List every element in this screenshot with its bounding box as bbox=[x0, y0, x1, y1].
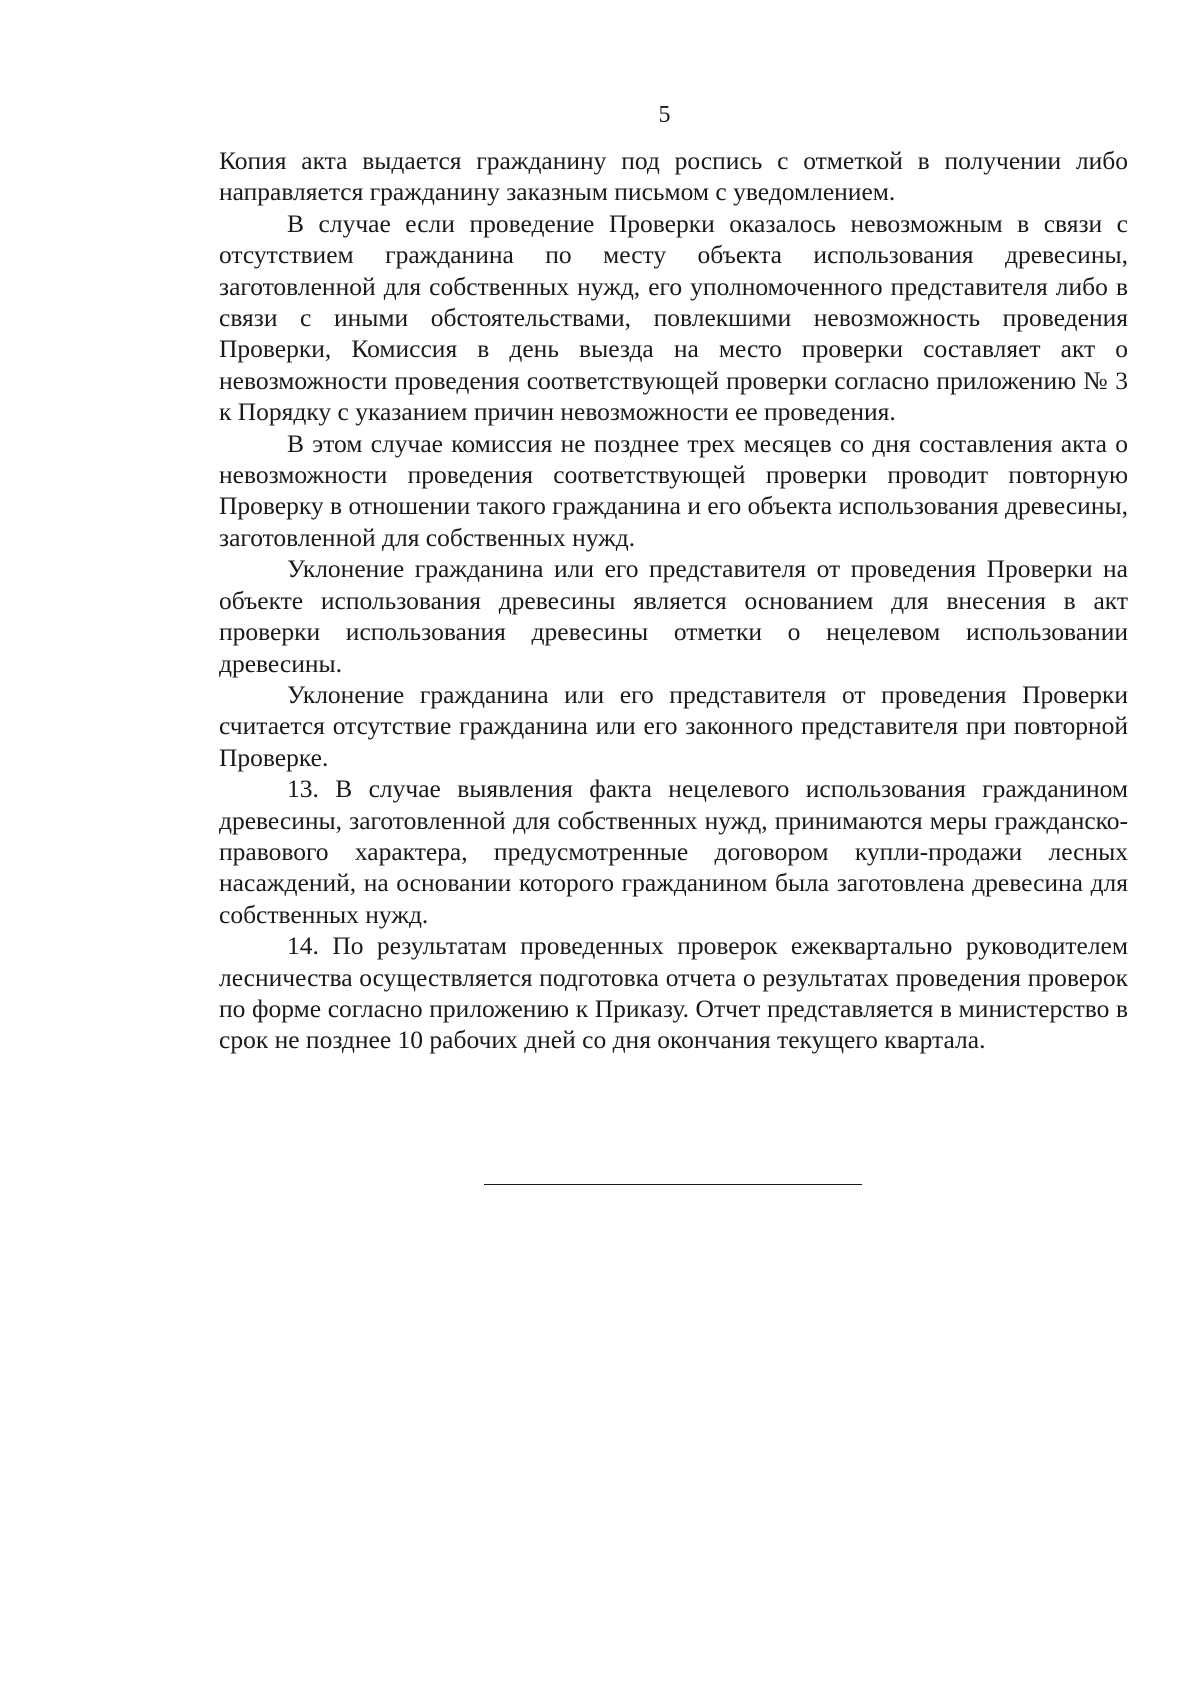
page-number: 5 bbox=[658, 102, 671, 128]
paragraph-inspection-impossible: В случае если проведение Проверки оказалось невозможным в связи с отсутствием гражданина по месту объекта использования древесины, заготовленной для собственных нужд, его уполномоченного представителя либо в связи с иными обстоятельствами, повлекшими невозможность проведения Проверки, Комиссия в день выезда на место проверки составляет акт о невозможности проведения соответствующей проверки согласно приложению № 3 к Порядку с указанием причин невозможности ее проведения. bbox=[219, 208, 1128, 427]
paragraph-repeat-inspection: В этом случае комиссия не позднее трех месяцев со дня составления акта о невозможности проведения соответствующей проверки проводит повторную Проверку в отношении такого гражданина и его объекта использования древесины, заготовленной для собственных нужд. bbox=[219, 428, 1128, 552]
paragraph-act-copy: Копия акта выдается гражданину под роспись с отметкой в получении либо направляется гражданину заказным письмом с уведомлением. bbox=[219, 146, 1128, 207]
paragraph-item-14: 14. По результатам проведенных проверок ежеквартально руководителем лесничества осуществляется подготовка отчета о результатах проведения проверок по форме согласно приложению к Приказу. Отчет представляется в министерство в срок не позднее 10 рабочих дней со дня окончания текущего квартала. bbox=[219, 931, 1128, 1055]
paragraph-item-13: 13. В случае выявления факта нецелевого использования гражданином древесины, заготовленной для собственных нужд, принимаются меры гражданско-правового характера, предусмотренные договором купли-продажи лесных насаждений, на основании которого гражданином была заготовлена древесина для собственных нужд. bbox=[219, 774, 1128, 929]
document-body bbox=[219, 145, 1128, 1056]
paragraph-evasion-definition: Уклонение гражданина или его представителя от проведения Проверки считается отсутствие гражданина или его законного представителя при повторной Проверке. bbox=[219, 679, 1128, 772]
closing-divider-line bbox=[484, 1184, 862, 1185]
paragraph-evasion-grounds: Уклонение гражданина или его представителя от проведения Проверки на объекте использования древесины является основанием для внесения в акт проверки использования древесины отметки о нецелевом использовании древесины. bbox=[219, 554, 1128, 678]
